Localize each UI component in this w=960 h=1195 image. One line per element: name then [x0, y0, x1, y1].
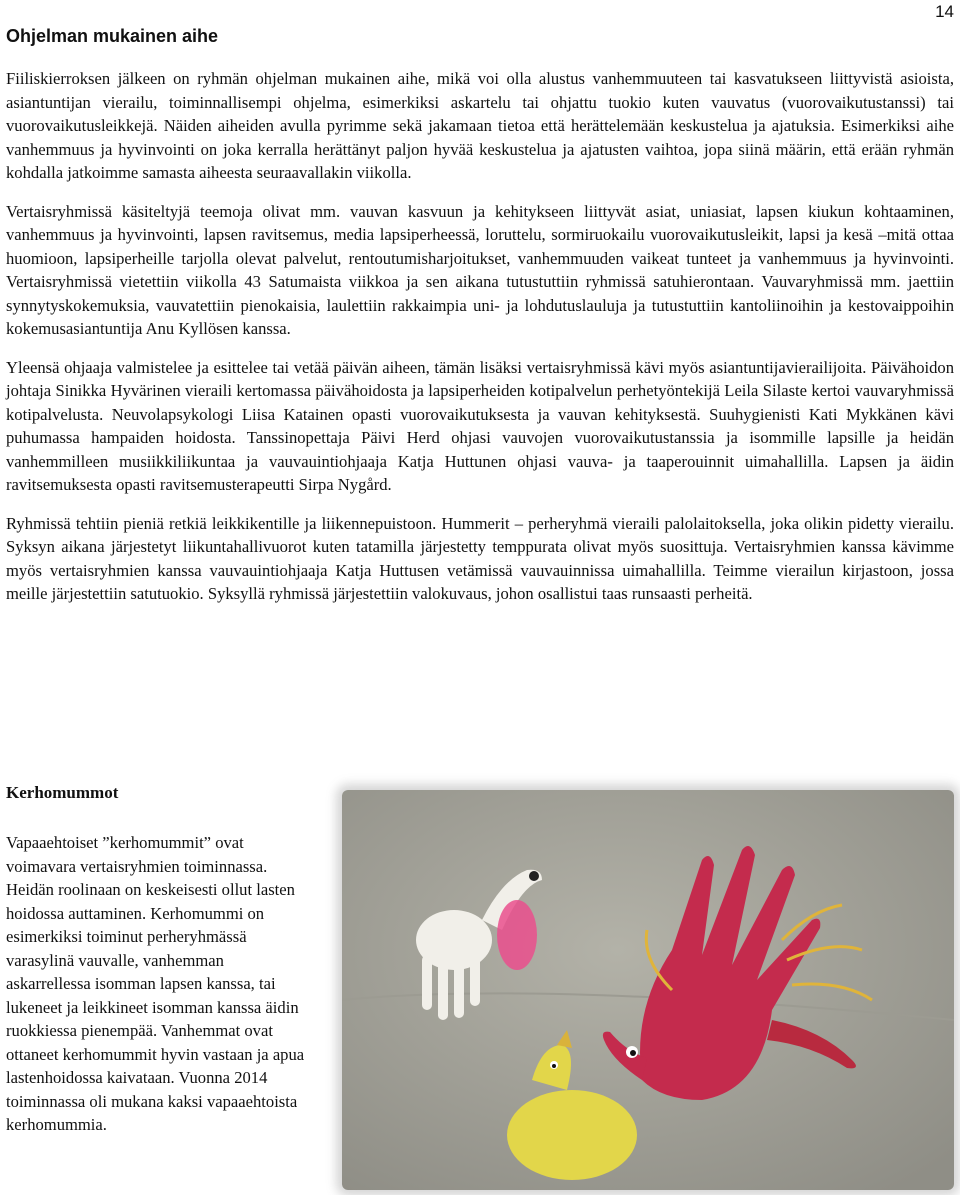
- red-bird-pupil: [630, 1050, 636, 1056]
- kerhomummot-paragraph: Vapaaehtoiset ”kerhomummit” ovat voimavara vertaisryhmien toiminnassa. Heidän roolinaan on keskeisesti ollut lasten hoidossa auttaminen. Kerhomummi on esimerkiksi toiminut perheryhmässä varasylinä vauvalle, vanhemman askarrellessa isomman lapsen kanssa, tai lukeneet ja leikkineet isomman kanssa äidin ruokkiessa pienempää. Vanhemmat ovat ottaneet kerhomummit hyvin vastaan ja apua lastenhoidossa kaivataan. Vuonna 2014 toiminnassa oli mukana kaksi vapaaehtoista kerhomummia.: [6, 833, 305, 1134]
- photo-background: [342, 790, 954, 1190]
- pink-paint-spot: [497, 900, 537, 970]
- paragraph-2: Vertaisryhmissä käsiteltyjä teemoja olivat mm. vauvan kasvuun ja kehitykseen liittyvät asiat, uniasiat, lapsen kiukun kohtaaminen, vanhemmuus ja hyvinvointi, lapsen ravitsemus, media lapsiperheessä, loruttelu, sormiruokailu vuorovaikutusleikit, lapsi ja kesä –mitä ottaa huomioon, lapsiperheille tarjolla olevat palvelut, rentoutumisharjoitukset, vanhemmuuden vaikeat tunteet ja vanhemmuus ja hyvinvointi. Vertaisryhmissä vietettiin viikolla 43 Satumaista viikkoa ja sen aikana tutustuttiin ryhmissä satuhierontaan. Vauvaryhmissä mm. jaettiin synnytyskokemuksia, vauvatettiin pienokaisia, laulettiin rakkaimpia uni- ja lohdutuslauluja ja tutustuttiin kantoliinoihin ja kestovaippoihin kokemusasiantuntija Anu Kyllösen kanssa.: [6, 201, 954, 338]
- handprint-art-photo: [342, 790, 954, 1190]
- paragraph-1: Fiiliskierroksen jälkeen on ryhmän ohjelman mukainen aihe, mikä voi olla alustus vanhemmuuteen tai kasvatukseen liittyvistä asioista, asiantuntijan vierailu, toiminnallisempi ohjelma, esimerkiksi askartelu tai ohjattu tuokio kuten vauvatus (vuorovaikutustanssi) tai vuorovaikutusleikkejä. Näiden aiheiden avulla pyrimme sekä jakamaan tietoa että herättelemään keskustelua ja ajatuksia. Esimerkiksi aihe vanhemmuus ja hyvinvointi on joka kerralla herättänyt paljon hyvää keskustelua ja ajatusten vaihtoa, jopa siinä määrin, että erään ryhmän kohdalla jatkoimme samasta aiheesta seuraavallakin viikolla.: [6, 69, 954, 182]
- page-number: 14: [935, 2, 954, 21]
- section-title-ohjelman-mukainen-aihe: Ohjelman mukainen aihe: [6, 26, 219, 46]
- yellow-bird-pupil: [552, 1064, 556, 1068]
- section-body: [6, 67, 954, 621]
- handprint-art-illustration: [342, 790, 954, 1190]
- section-title-kerhomummot: Kerhomummot: [6, 783, 119, 802]
- paragraph-3: Yleensä ohjaaja valmistelee ja esittelee tai vetää päivän aiheen, tämän lisäksi vertaisryhmissä kävi myös asiantuntijavierailijoita. Päivähoidon johtaja Sinikka Hyvärinen vieraili kertomassa päivähoidosta ja lapsiperheiden kotipalvelun perhetyöntekijä Leila Silaste kertoi vauvaryhmissä kotipalvelusta. Neuvolapsykologi Liisa Katainen opasti vuorovaikutuksesta ja vauvan kehityksestä. Suuhygienisti Kati Mykkänen kävi puhumassa hampaiden hoidosta. Tanssinopettaja Päivi Herd ohjasi vauvojen vuorovaikutustanssia ja isommille lapsille ja heidän vanhemmilleen musiikkiliikuntaa ja vauvauintiohjaaja Katja Huttunen ohjasi vauva- ja taaperouinnit uimahallilla. Lapsen ja äidin ravitsemuksesta opasti ravitsemusterapeutti Sirpa Nygård.: [6, 357, 954, 494]
- paragraph-4: Ryhmissä tehtiin pieniä retkiä leikkikentille ja liikennepuistoon. Hummerit – perheryhmä vieraili palolaitoksella, joka olikin pidetty vierailu. Syksyn aikana järjestetyt liikuntahallivuorot kuten tatamilla järjestetty temppurata olivat myös suosittuja. Vertaisryhmien kanssa kävimme myös vertaisryhmien kanssa vauvauintiohjaaja Katja Huttusen vetämissä vauvauinnissa uimahallilla. Teimme vierailun kirjastoon, jossa meille järjestettiin satutuokio. Syksyllä ryhmissä järjestettiin valokuvaus, johon osallistui taas runsaasti perheitä.: [6, 513, 954, 603]
